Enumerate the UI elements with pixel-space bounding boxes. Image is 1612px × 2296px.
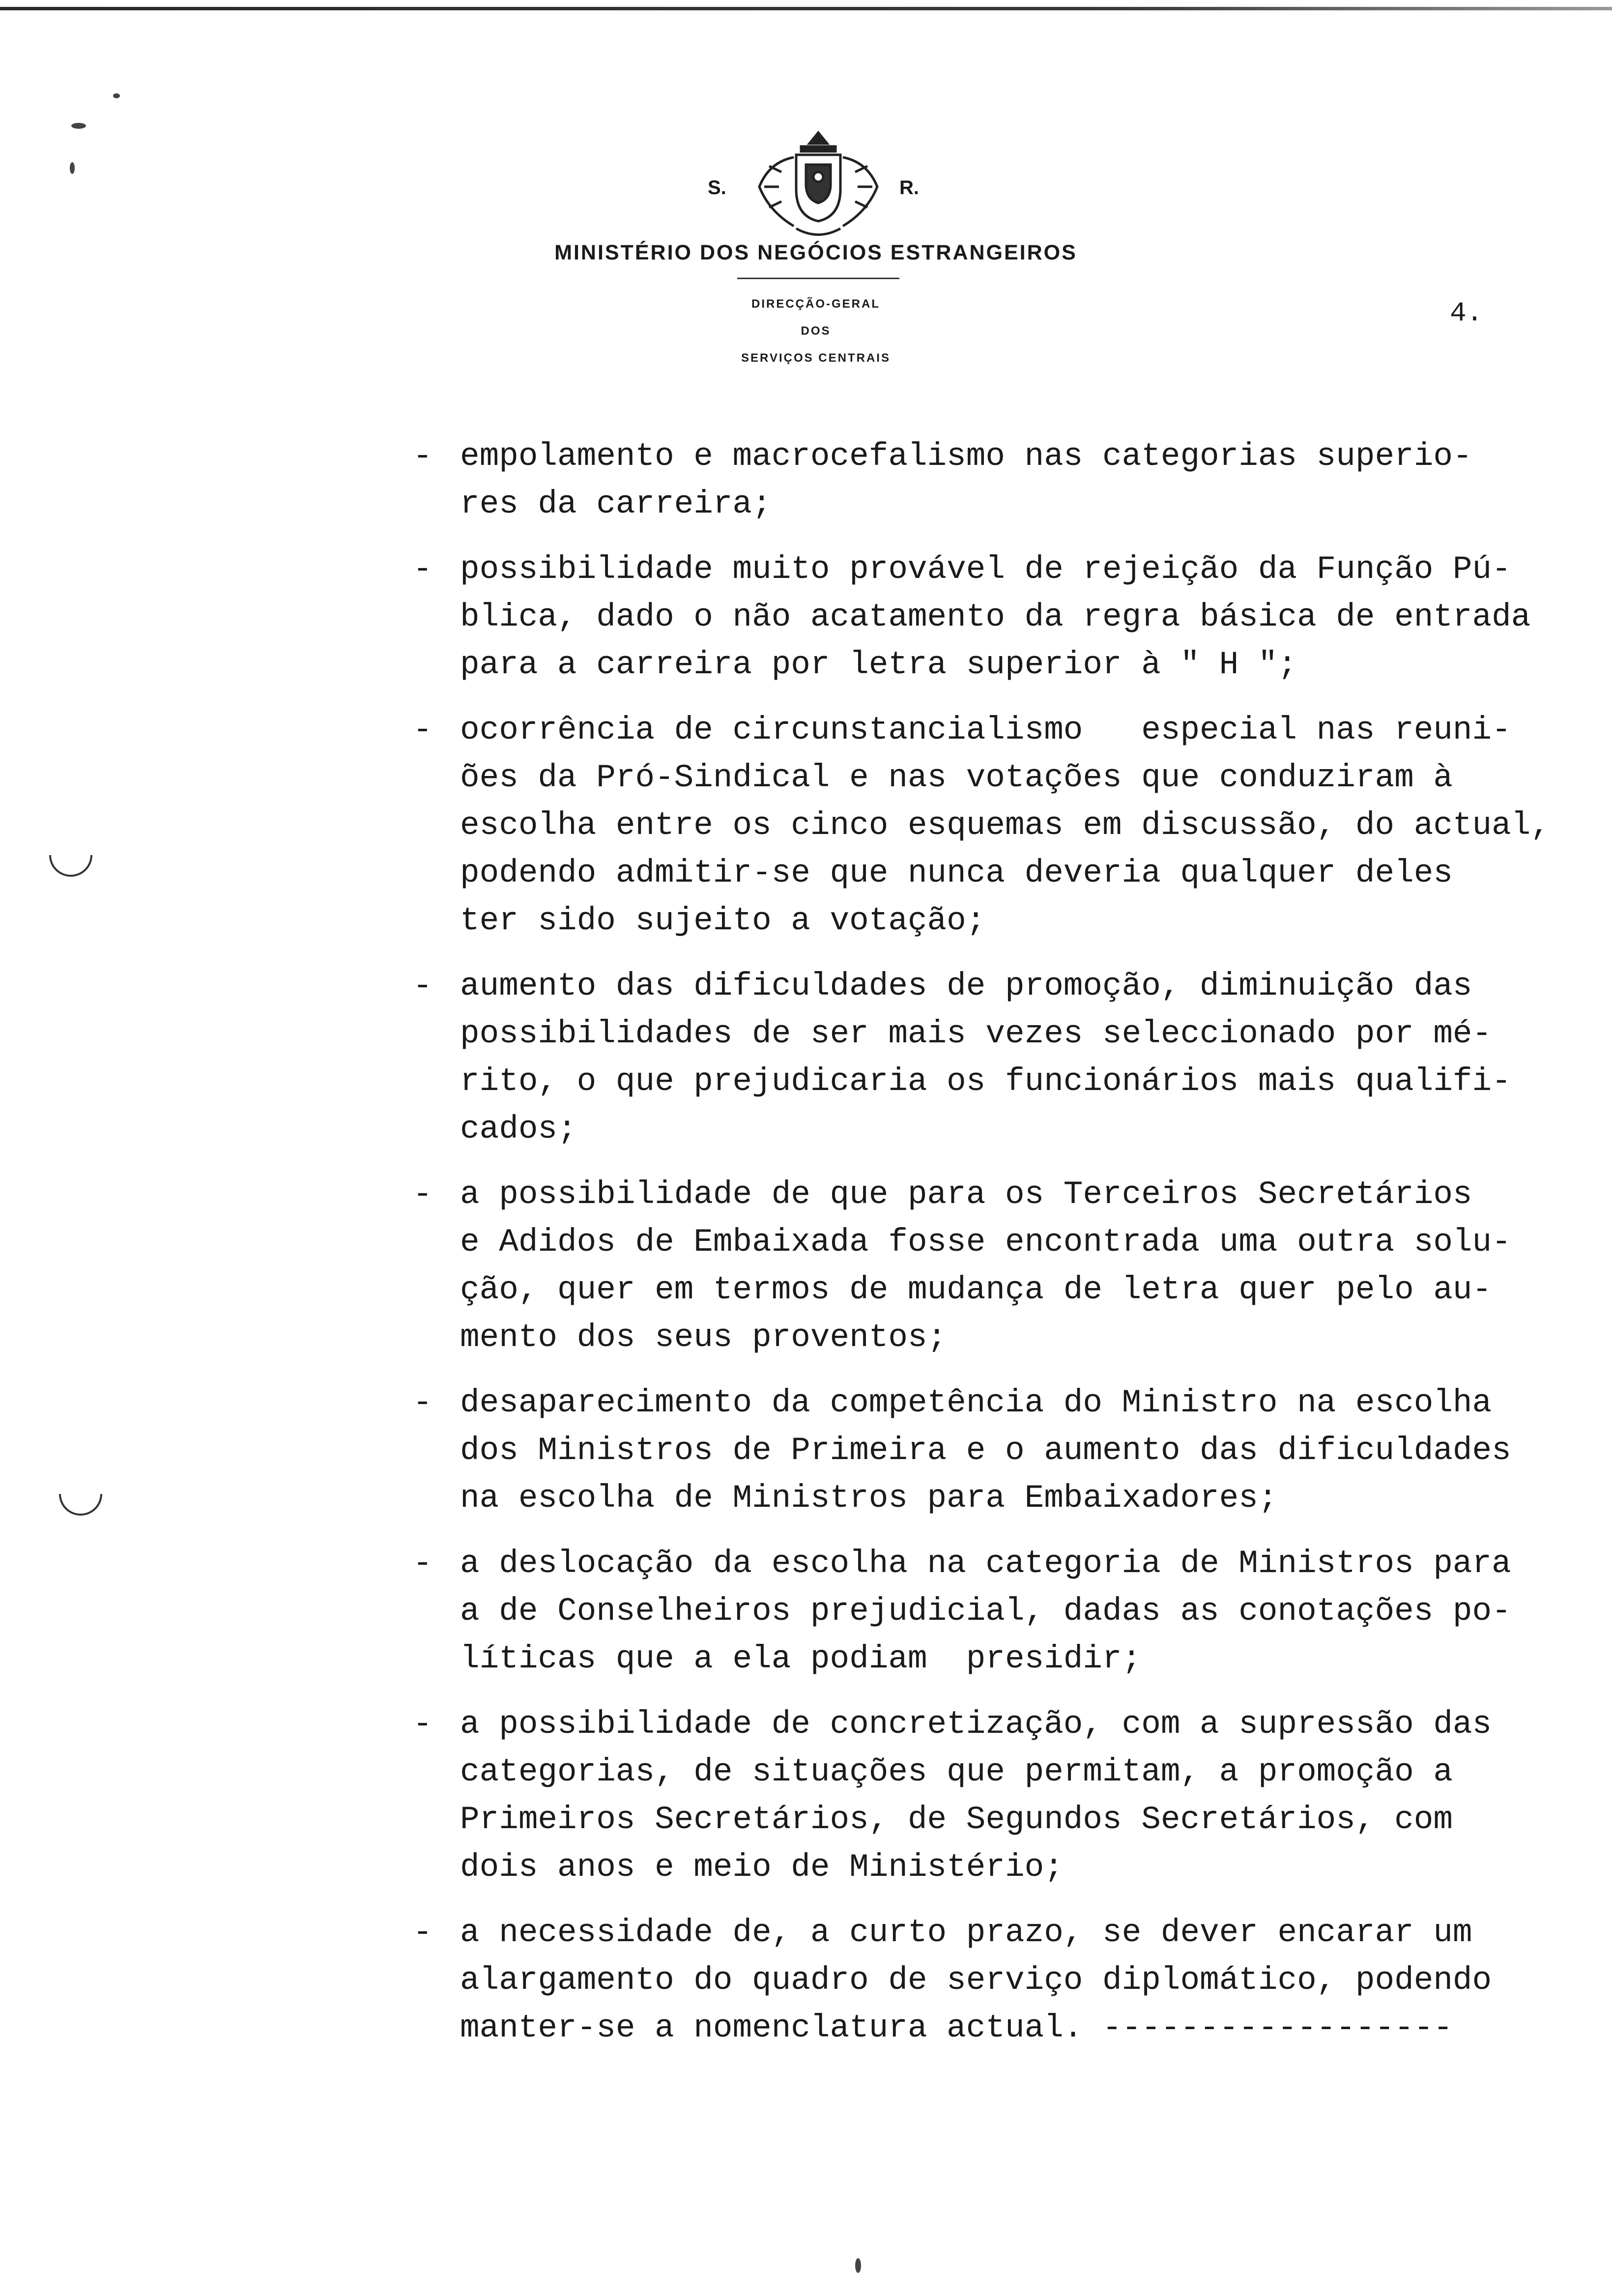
list-item (413, 962, 1612, 1153)
dash-bullet: - (413, 1914, 432, 1951)
dash-bullet: - (413, 1545, 432, 1582)
page-number: 4. (1450, 297, 1483, 329)
dash-bullet: - (413, 1706, 432, 1743)
text-line: desaparecimento da competência do Ministro na escolha (460, 1384, 1492, 1421)
list-item-text (460, 1540, 1612, 1683)
considerations-list (413, 432, 1612, 2069)
text-line: na escolha de Ministros para Embaixadores; (460, 1480, 1278, 1517)
list-item-text (460, 962, 1612, 1153)
list-item (413, 1379, 1612, 1522)
text-line: possibilidade muito provável de rejeição da Função Pú- (460, 551, 1511, 588)
list-item-text (460, 706, 1612, 945)
dash-bullet: - (413, 1384, 432, 1421)
list-item-text (460, 1700, 1612, 1891)
text-line: possibilidades de ser mais vezes seleccionado por mé- (460, 1015, 1492, 1052)
seal-row (482, 128, 1150, 241)
seal-left-letter: S. (708, 177, 726, 199)
ministry-name: MINISTÉRIO DOS NEGÓCIOS ESTRANGEIROS (554, 241, 1077, 264)
top-scan-rule (0, 7, 1612, 10)
text-line: res da carreira; (460, 486, 772, 522)
text-line: ção, quer em termos de mudança de letra quer pelo au- (460, 1271, 1492, 1308)
text-line: mento dos seus proventos; (460, 1319, 947, 1356)
list-item-text (460, 1909, 1612, 2052)
ink-speck (855, 2258, 861, 2273)
text-line: dois anos e meio de Ministério; (460, 1849, 1064, 1886)
text-line: líticas que a ela podiam presidir; (460, 1640, 1142, 1677)
dash-bullet: - (413, 551, 432, 588)
text-line: ter sido sujeito a votação; (460, 902, 986, 939)
text-line: aumento das dificuldades de promoção, diminuição das (460, 968, 1472, 1004)
text-line: ões da Pró-Sindical e nas votações que conduziram à (460, 759, 1453, 796)
text-line: categorias, de situações que permitam, a promoção a (460, 1753, 1453, 1790)
text-line: a deslocação da escolha na categoria de Ministros para (460, 1545, 1511, 1582)
coat-of-arms-icon (747, 128, 890, 241)
ink-speck (113, 93, 120, 98)
text-line: a possibilidade de concretização, com a supressão das (460, 1706, 1492, 1743)
dash-bullet: - (413, 712, 432, 748)
list-item-text (460, 432, 1612, 528)
text-line: manter-se a nomenclatura actual. ------------------ (460, 2009, 1453, 2046)
ink-speck (70, 162, 75, 174)
department-line-2: DOS (801, 324, 831, 338)
list-item-text (460, 1379, 1612, 1522)
text-line: alargamento do quadro de serviço diplomático, podendo (460, 1962, 1492, 1999)
ministry-underline (737, 278, 899, 279)
list-item (413, 706, 1612, 945)
text-line: blica, dado o não acatamento da regra básica de entrada (460, 599, 1531, 635)
dash-bullet: - (413, 438, 432, 475)
letterhead (482, 123, 1150, 378)
text-line: podendo admitir-se que nunca deveria qualquer deles (460, 855, 1453, 891)
list-item (413, 432, 1612, 528)
ink-speck (71, 123, 86, 129)
text-line: e Adidos de Embaixada fosse encontrada uma outra solu- (460, 1224, 1511, 1261)
margin-mark (49, 855, 92, 877)
text-line: ocorrência de circunstancialismo especial nas reuni- (460, 712, 1511, 748)
text-line: dos Ministros de Primeira e o aumento das dificuldades (460, 1432, 1511, 1469)
list-item-text (460, 545, 1612, 689)
list-item (413, 1540, 1612, 1683)
text-line: a necessidade de, a curto prazo, se dever encarar um (460, 1914, 1472, 1951)
text-line: empolamento e macrocefalismo nas categorias superio- (460, 438, 1472, 475)
department-line-1: DIRECÇÃO-GERAL (751, 297, 880, 311)
text-line: cados; (460, 1111, 577, 1148)
dash-bullet: - (413, 1176, 432, 1213)
list-item-text (460, 1171, 1612, 1361)
text-line: Primeiros Secretários, de Segundos Secretários, com (460, 1801, 1453, 1838)
list-item (413, 545, 1612, 689)
list-item (413, 1700, 1612, 1891)
text-line: rito, o que prejudicaria os funcionários mais qualifi- (460, 1063, 1511, 1100)
department-line-3: SERVIÇOS CENTRAIS (741, 351, 891, 365)
text-line: para a carreira por letra superior à " H "; (460, 646, 1297, 683)
text-line: escolha entre os cinco esquemas em discussão, do actual, (460, 807, 1550, 844)
list-item (413, 1909, 1612, 2052)
dash-bullet: - (413, 968, 432, 1004)
seal-right-letter: R. (899, 177, 919, 199)
list-item (413, 1171, 1612, 1361)
text-line: a possibilidade de que para os Terceiros Secretários (460, 1176, 1472, 1213)
margin-mark (59, 1494, 102, 1516)
text-line: a de Conselheiros prejudicial, dadas as conotações po- (460, 1593, 1511, 1630)
